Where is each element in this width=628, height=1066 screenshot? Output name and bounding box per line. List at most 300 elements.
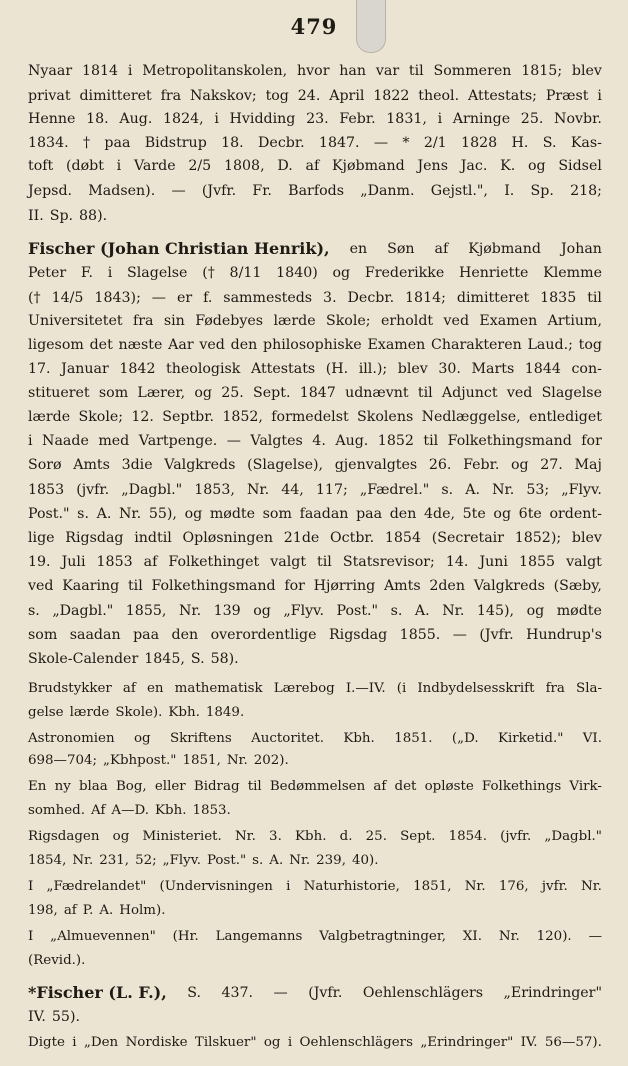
word: (†	[28, 290, 41, 306]
word: gjenvalgtes	[334, 457, 418, 473]
word: og	[133, 731, 151, 746]
word: 53;	[526, 482, 550, 498]
word: Naturhistorie,	[303, 879, 400, 894]
word: erholdt	[380, 313, 434, 329]
text-line	[28, 1008, 602, 1026]
word: 202).	[253, 753, 289, 768]
word: han	[339, 63, 367, 79]
word: af	[305, 158, 320, 174]
word: Virk-	[569, 779, 602, 794]
word: XI.	[462, 929, 482, 944]
word: 198,	[28, 903, 58, 918]
word: som	[262, 506, 292, 522]
word: en	[349, 241, 368, 257]
word: Valgkreds	[473, 578, 545, 594]
word: Vartpenge.	[138, 433, 218, 449]
word: (Undervisningen	[159, 879, 273, 894]
word: 1842	[119, 361, 156, 377]
word: —	[226, 433, 241, 449]
word: 1843);	[94, 290, 141, 306]
text-line	[28, 852, 602, 870]
word: i	[28, 433, 33, 449]
word: Astronomien	[28, 731, 115, 746]
word: i	[127, 63, 133, 79]
word: dimitteret	[456, 290, 530, 306]
word: til	[408, 63, 424, 79]
word: Skole-Calender	[28, 651, 139, 667]
word: i	[107, 265, 113, 281]
word: mathematisk	[174, 681, 263, 696]
word: I	[28, 879, 34, 894]
word: næste	[118, 337, 163, 353]
word: (i	[396, 681, 407, 696]
word: Skole;	[325, 313, 371, 329]
word: Adjunct	[441, 385, 498, 401]
text-line	[28, 481, 602, 499]
word: „Dagbl."	[544, 829, 602, 844]
word: 231,	[99, 853, 130, 868]
word: 1834.	[28, 135, 69, 151]
word: —	[452, 627, 467, 643]
word: til	[317, 554, 332, 570]
word: Af	[91, 803, 106, 818]
word: Lærebog	[273, 681, 335, 696]
word: med	[98, 433, 130, 449]
word: overordentlige	[210, 627, 317, 643]
word: P.	[82, 903, 94, 918]
word: 88).	[79, 208, 108, 224]
word: til	[247, 779, 262, 794]
word: 218;	[570, 183, 602, 199]
word: 2/5	[188, 158, 212, 174]
word: Kbh.	[343, 731, 375, 746]
word: I	[28, 929, 34, 944]
word: 1847	[299, 385, 336, 401]
word: dimitteret	[79, 88, 152, 104]
word: mødte	[556, 603, 602, 619]
word: 1831,	[386, 111, 427, 127]
word: Universitetet	[28, 313, 123, 329]
word: (Slagelse),	[247, 457, 324, 473]
word: Attestats	[250, 361, 316, 377]
word: paa	[104, 135, 131, 151]
word: Hvidding	[229, 111, 296, 127]
word: Januar	[61, 361, 109, 377]
word: Jens	[417, 158, 448, 174]
word: 2den	[429, 578, 465, 594]
page-number: 479	[290, 14, 338, 39]
word: 23.	[306, 111, 329, 127]
word: 44,	[281, 482, 304, 498]
word: 3.	[323, 290, 337, 306]
word: sammesteds	[223, 290, 313, 306]
text-line	[28, 878, 602, 896]
word: i	[286, 879, 291, 894]
word: 18.	[221, 135, 244, 151]
word: (jvfr.	[76, 482, 110, 498]
text-line	[28, 336, 602, 354]
word: Skole;	[78, 409, 124, 425]
word: Juni	[479, 554, 508, 570]
word: Hundrup's	[526, 627, 602, 643]
word: 1854	[384, 530, 421, 546]
word: theol.	[418, 88, 460, 104]
word: Metropolitanskolen,	[142, 63, 288, 79]
word: A.	[414, 603, 430, 619]
word: „Kbhpost."	[103, 753, 177, 768]
word: tog	[578, 337, 602, 353]
word: og	[253, 603, 271, 619]
word: Naade	[42, 433, 89, 449]
word: 25.	[221, 385, 244, 401]
word: Nr.	[464, 879, 486, 894]
word: blev	[397, 361, 428, 377]
word: Langemanns	[215, 929, 303, 944]
text-line	[28, 984, 602, 1002]
word: paa	[356, 506, 383, 522]
word: privat	[28, 88, 71, 104]
word: 6te	[518, 506, 542, 522]
word: mødte	[209, 506, 256, 522]
word: Varde	[133, 158, 176, 174]
word: Kas-	[570, 135, 602, 151]
word: i	[72, 1035, 77, 1050]
word: Folkethings	[481, 779, 562, 794]
word: 12.	[131, 409, 154, 425]
word: Kbh.	[155, 803, 187, 818]
word: ved	[443, 313, 470, 329]
word: Kaaring	[62, 578, 120, 594]
entry-heading: *Fischer (L. F.),	[28, 983, 167, 1002]
word: A.	[99, 903, 114, 918]
word: Attestats;	[467, 88, 537, 104]
word: 139	[213, 603, 241, 619]
word: Rigsdag	[65, 530, 124, 546]
word: Amts	[73, 457, 110, 473]
word: 27.	[540, 457, 563, 473]
word: Febr.	[339, 111, 376, 127]
text-line	[28, 828, 602, 846]
word: 1852,	[222, 409, 263, 425]
word: Digte	[28, 1035, 65, 1050]
word: Juli	[61, 554, 86, 570]
word: Henne	[28, 111, 76, 127]
word: eller	[154, 779, 186, 794]
word: og	[263, 1035, 281, 1050]
word: Nr.	[492, 482, 515, 498]
word: Tilskuer"	[194, 1035, 257, 1050]
word: i	[597, 88, 602, 104]
word: Frederikke	[364, 265, 445, 281]
word: Nr.	[119, 506, 142, 522]
word: Valgbetragtninger,	[319, 929, 447, 944]
word: Johan	[560, 241, 602, 257]
word: Examen	[479, 313, 538, 329]
text-line	[28, 134, 602, 152]
word: ved	[506, 385, 533, 401]
word: blev	[571, 63, 602, 79]
word: —	[151, 290, 166, 306]
word: *	[402, 135, 410, 151]
word: K.	[500, 158, 516, 174]
word: 1847.	[318, 135, 360, 151]
word: („D.	[451, 731, 479, 746]
word: fra	[160, 88, 182, 104]
word: A.	[269, 853, 284, 868]
word: Skole).	[115, 705, 163, 720]
word: s.	[28, 603, 40, 619]
word: og	[112, 829, 130, 844]
text-line	[28, 240, 602, 258]
word: indtil	[134, 530, 172, 546]
word: 1853.	[192, 803, 231, 818]
word: S.	[542, 135, 557, 151]
word: den	[171, 627, 199, 643]
word: Peter	[28, 265, 67, 281]
word: Nr.	[289, 853, 311, 868]
word: 1855,	[125, 603, 167, 619]
word: 1822	[373, 88, 410, 104]
text-line	[28, 157, 602, 175]
word: 1855.	[399, 627, 441, 643]
word: af	[122, 681, 136, 696]
word: og	[194, 385, 212, 401]
word: Bidstrup	[144, 135, 207, 151]
word: Kjøbmand	[468, 241, 541, 257]
word: den	[230, 337, 258, 353]
word: til	[423, 433, 439, 449]
word: er	[176, 290, 193, 306]
word: „Dagbl."	[52, 603, 114, 619]
word: og	[526, 603, 545, 619]
word: af	[63, 903, 77, 918]
word: 1808,	[223, 158, 265, 174]
word: —	[171, 183, 186, 199]
word: til	[127, 578, 143, 594]
word: Slagelse	[541, 385, 602, 401]
word: s.	[390, 603, 403, 619]
word: (H.	[325, 361, 349, 377]
word: Valgkreds	[164, 457, 236, 473]
word: (Secretair	[431, 530, 504, 546]
word: valgt	[270, 554, 307, 570]
word: Kjøbmand	[331, 158, 405, 174]
word: som	[98, 385, 129, 401]
word: Sp.	[49, 208, 74, 224]
word: Sp.	[530, 183, 554, 199]
word: 1814;	[405, 290, 446, 306]
word: 21de	[283, 530, 320, 546]
word: Fr.	[252, 183, 272, 199]
word: 19.	[28, 554, 51, 570]
word: Decbr.	[347, 290, 395, 306]
word: s.	[252, 853, 264, 868]
text-line	[28, 626, 602, 644]
word: Nyaar	[28, 63, 73, 79]
word: s.	[441, 482, 454, 498]
word: Opløsningen	[182, 530, 274, 546]
word: 1844	[524, 361, 561, 377]
word: i	[214, 111, 219, 127]
word: Nr.	[178, 603, 202, 619]
text-line	[28, 928, 602, 946]
word: Aar	[168, 337, 194, 353]
word: i	[116, 158, 122, 174]
word: Nr.	[72, 853, 94, 868]
word: Nedlæggelse,	[421, 409, 521, 425]
word: Indbydelsesskrift	[417, 681, 535, 696]
word: Præst	[545, 88, 589, 104]
word: Ministeriet.	[142, 829, 222, 844]
text-line	[28, 1034, 602, 1052]
word: Folkethingsmand	[447, 433, 572, 449]
word: Skolens	[357, 409, 414, 425]
word: Slagelse	[127, 265, 188, 281]
word: Madsen).	[88, 183, 156, 199]
word: 55),	[148, 506, 177, 522]
text-line	[28, 577, 602, 595]
word: (Hr.	[172, 929, 199, 944]
word: Sorø	[28, 457, 62, 473]
word: „Erindringer"	[420, 1035, 514, 1050]
word: S.	[190, 651, 205, 667]
word: Sept.	[400, 829, 436, 844]
word: ved	[199, 337, 225, 353]
word: 40).	[351, 853, 379, 868]
word: ny	[54, 779, 71, 794]
word: Jac.	[460, 158, 488, 174]
word: Sidsel	[558, 158, 602, 174]
word: Oehlenschlägers	[299, 1035, 413, 1050]
word: Post."	[28, 506, 70, 522]
word: toft	[28, 158, 54, 174]
word: for	[581, 433, 602, 449]
word: Laud.;	[527, 337, 573, 353]
text-line	[28, 384, 602, 402]
word: blev	[571, 530, 602, 546]
word: s.	[77, 506, 89, 522]
word: 120).	[536, 929, 572, 944]
word: Gejstl.",	[430, 183, 488, 199]
word: Artium,	[547, 313, 602, 329]
word: 2/1	[423, 135, 447, 151]
word: IV.	[28, 1009, 46, 1025]
word: Bidrag	[193, 779, 240, 794]
word: ligesom	[28, 337, 84, 353]
text-line	[28, 182, 602, 200]
word: (†	[202, 265, 215, 281]
word: Aug.	[119, 111, 153, 127]
text-line	[28, 752, 602, 770]
word: Rigsdagen	[28, 829, 100, 844]
word: Jepsd.	[28, 183, 73, 199]
word: 14/5	[51, 290, 84, 306]
word: 1851.	[394, 731, 433, 746]
word: Oehlenschlägers	[362, 985, 484, 1001]
word: Nr.	[246, 482, 270, 498]
word: som	[28, 627, 58, 643]
word: f.	[203, 290, 213, 306]
word: somhed.	[28, 803, 86, 818]
word: ordent-	[549, 506, 602, 522]
word: entlediget	[528, 409, 602, 425]
word: I.—IV.	[345, 681, 386, 696]
word: Bog,	[115, 779, 147, 794]
word: I.	[504, 183, 515, 199]
word: Kbh.	[168, 705, 200, 720]
word: (Jvfr.	[201, 183, 237, 199]
word: „Flyv.	[561, 482, 602, 498]
word: „Den	[83, 1035, 119, 1050]
word: F.	[80, 265, 94, 281]
word: Post."	[206, 853, 247, 868]
word: 1852);	[514, 530, 562, 546]
word: Aug.	[335, 433, 369, 449]
word: †	[82, 135, 91, 151]
word: hvor	[297, 63, 330, 79]
word: 1854,	[28, 853, 67, 868]
word: Sommeren	[433, 63, 512, 79]
word: 30.	[438, 361, 461, 377]
word: „Flyv.	[283, 603, 324, 619]
word: 1815;	[521, 63, 563, 79]
word: Sla-	[576, 681, 602, 696]
word: A.	[465, 482, 481, 498]
word: Nr.	[442, 603, 465, 619]
word: det	[89, 337, 113, 353]
word: 52;	[135, 853, 157, 868]
word: Bedømmelsen	[269, 779, 366, 794]
word: paa	[133, 627, 160, 643]
word: 25.	[365, 829, 387, 844]
word: for	[284, 578, 305, 594]
word: 1835	[540, 290, 577, 306]
word: „Flyv.	[162, 853, 201, 868]
word: Nakskov;	[190, 88, 257, 104]
text-line	[28, 360, 602, 378]
word: 58).	[210, 651, 239, 667]
word: A.	[96, 506, 112, 522]
word: 1853	[96, 554, 133, 570]
word: philosophiske	[263, 337, 362, 353]
word: Auctoritet.	[251, 731, 324, 746]
word: 176,	[498, 879, 529, 894]
word: —	[373, 135, 389, 151]
word: 1849.	[205, 705, 245, 720]
word: (Jvfr.	[479, 627, 514, 643]
word: (Jvfr.	[308, 985, 343, 1001]
word: A—D.	[111, 803, 149, 818]
text-line	[28, 952, 602, 970]
text-line	[28, 207, 602, 225]
word: 1828	[461, 135, 498, 151]
word: Brudstykker	[28, 681, 112, 696]
word: (Revid.).	[28, 953, 86, 968]
word: 4.	[312, 433, 326, 449]
word: Barfods	[288, 183, 344, 199]
word: 3die	[121, 457, 153, 473]
word: 3.	[269, 829, 282, 844]
text-line	[28, 432, 602, 450]
word: lærde	[28, 409, 71, 425]
text-line	[28, 87, 602, 105]
word: Nr.	[580, 879, 602, 894]
word: Nordiske	[125, 1035, 188, 1050]
word: i	[287, 1035, 293, 1050]
word: lærde	[273, 313, 316, 329]
word: Fødebyes	[195, 313, 264, 329]
text-line	[28, 408, 602, 426]
